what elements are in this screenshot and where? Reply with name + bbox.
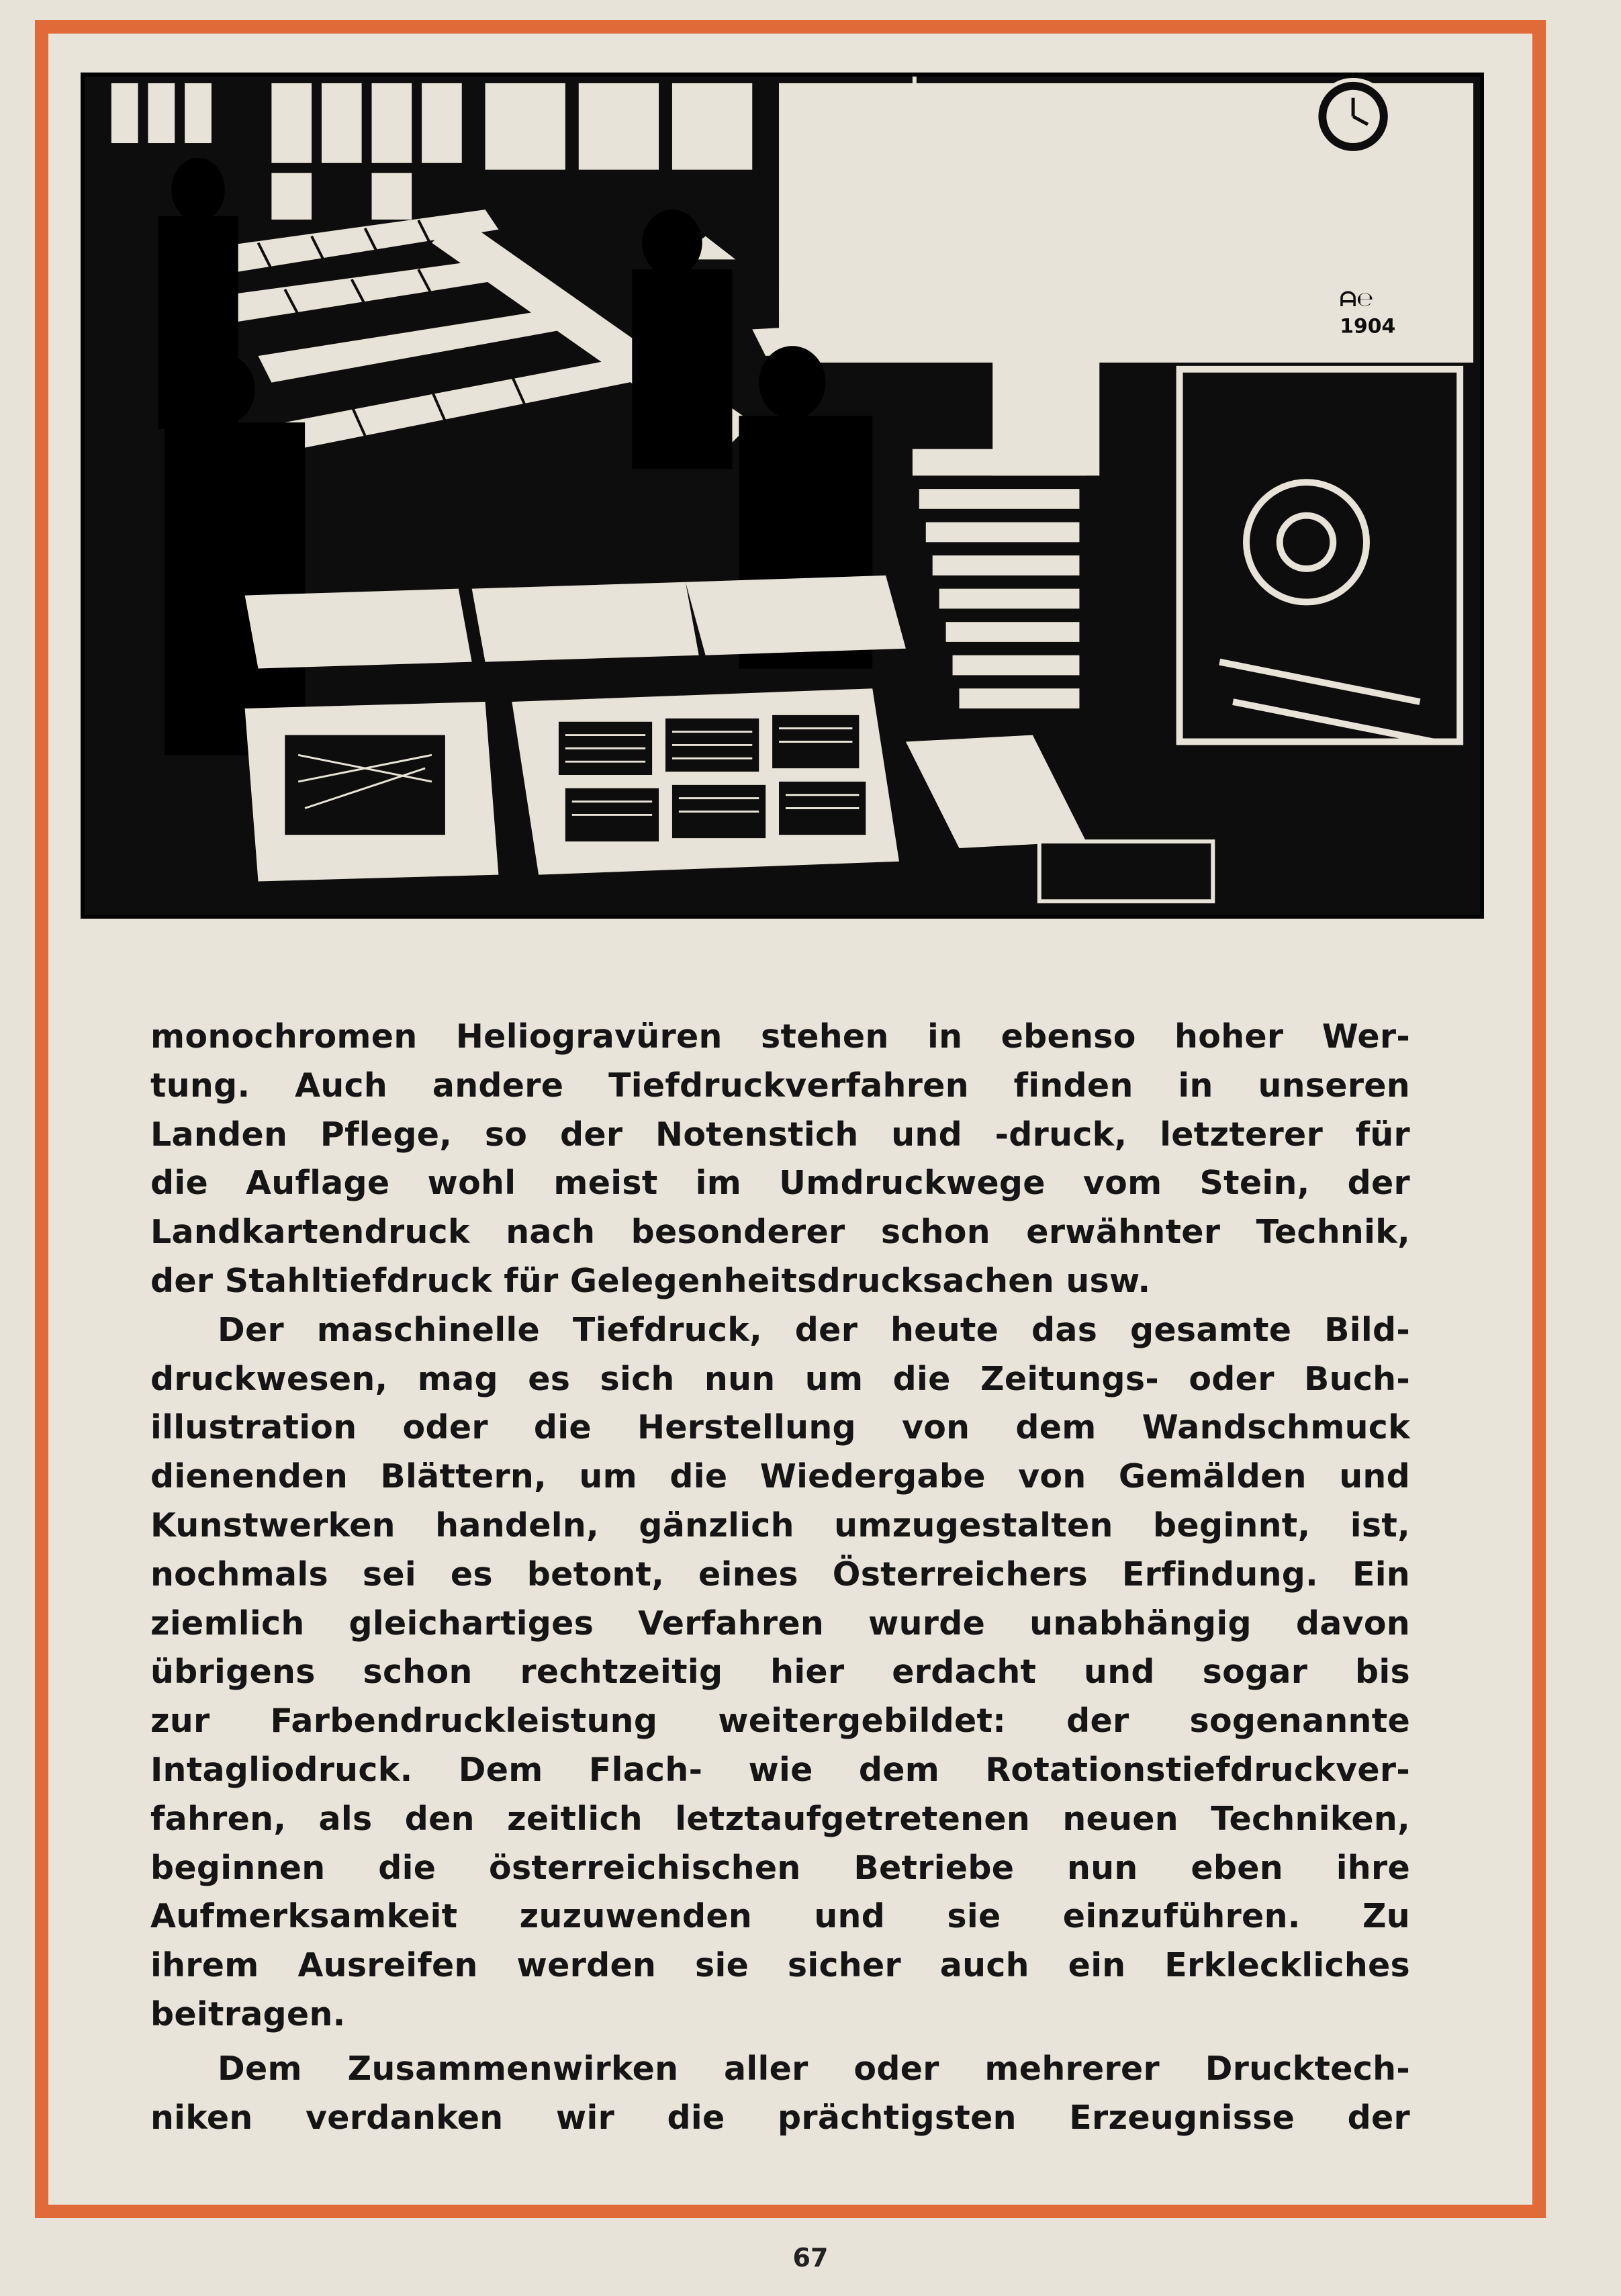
text-line: beginnen die österreichischen Betriebe nun eben ihre <box>150 1848 1410 1887</box>
artist-year: 1904 <box>1340 314 1396 338</box>
text-line: Landkartendruck nach besonderer schon erwähnter Technik, <box>150 1213 1410 1252</box>
text-line: Landen Pflege, so der Notenstich und -druck, letzterer für <box>150 1115 1410 1154</box>
woodcut-illustration <box>81 73 1484 919</box>
text-line: übrigens schon rechtzeitig hier erdacht und sogar bis <box>150 1653 1410 1692</box>
clock-icon <box>1316 80 1389 153</box>
text-line: ihrem Ausreifen werden sie sicher auch ein Erkleckliches <box>150 1946 1410 1985</box>
body-text <box>150 1013 1410 2142</box>
text-line: Der maschinelle Tiefdruck, der heute das gesamte Bild- <box>218 1310 1410 1349</box>
text-line: beitragen. <box>150 1994 346 2033</box>
text-line: Intagliodruck. Dem Flach- wie dem Rotationstiefdruckver- <box>150 1750 1410 1789</box>
text-line: Aufmerksamkeit zuzuwenden und sie einzuführen. Zu <box>150 1897 1410 1936</box>
text-line: ziemlich gleichartiges Verfahren wurde unabhängig davon <box>150 1604 1410 1643</box>
text-line: die Auflage wohl meist im Umdruckwege vom Stein, der <box>150 1164 1410 1203</box>
print-shop-scene <box>85 77 1480 915</box>
text-line: Dem Zusammenwirken aller oder mehrerer Drucktech- <box>218 2049 1410 2088</box>
text-line: der Stahltiefdruck für Gelegenheitsdrucksachen usw. <box>150 1261 1151 1300</box>
text-line: fahren, als den zeitlich letztaufgetretenen neuen Techniken, <box>150 1799 1410 1838</box>
artist-monogram: ᗩ℮ <box>1340 287 1374 312</box>
text-line: Kunstwerken handeln, gänzlich umzugestalten beginnt, ist, <box>150 1506 1410 1545</box>
type-box <box>1039 841 1213 901</box>
text-line: dienenden Blättern, um die Wiedergabe von Gemälden und <box>150 1457 1410 1496</box>
text-line: zur Farbendruckleistung weitergebildet: der sogenannte <box>150 1702 1410 1741</box>
text-line: niken verdanken wir die prächtigsten Erzeugnisse der <box>150 2098 1410 2137</box>
text-line: monochromen Heliogravüren stehen in ebenso hoher Wer- <box>150 1017 1410 1056</box>
text-line: illustration oder die Herstellung von dem Wandschmuck <box>150 1408 1410 1447</box>
text-line: tung. Auch andere Tiefdruckverfahren finden in unseren <box>150 1066 1410 1105</box>
text-line: druckwesen, mag es sich nun um die Zeitungs- oder Buch- <box>150 1359 1410 1398</box>
page-number: 67 <box>792 2243 829 2272</box>
text-line: nochmals sei es betont, eines Österreichers Erfindung. Ein <box>150 1555 1410 1594</box>
